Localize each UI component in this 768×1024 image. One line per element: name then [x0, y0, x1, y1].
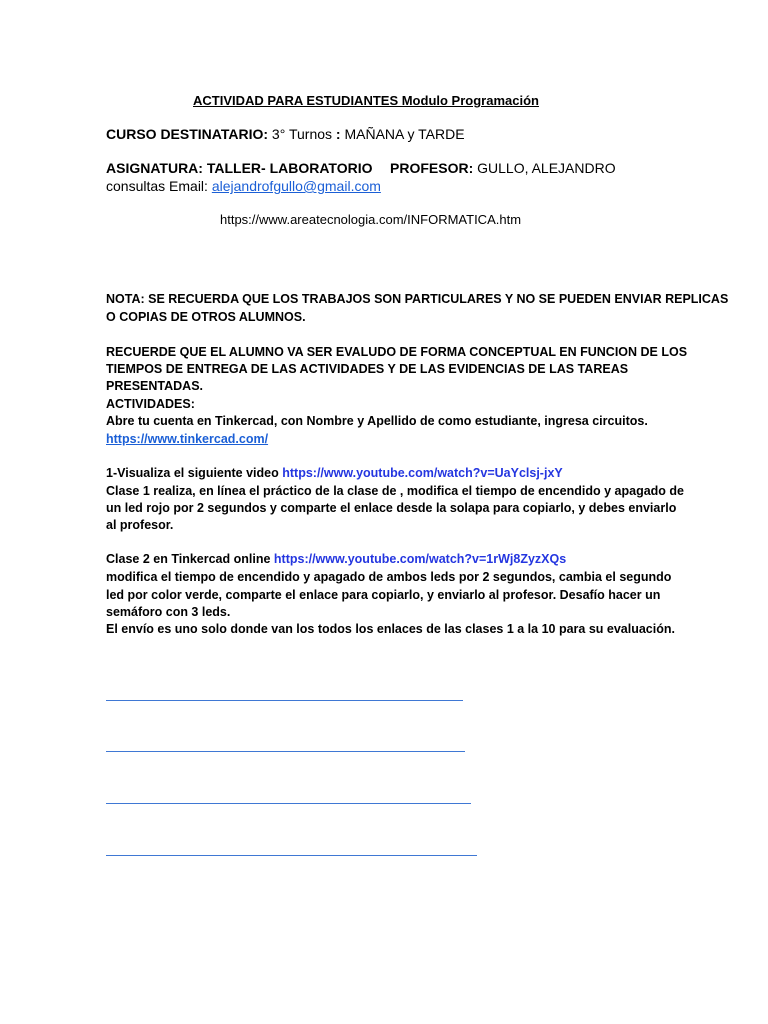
curso-line — [106, 126, 465, 143]
nota-line-2: O COPIAS DE OTROS ALUMNOS. — [106, 310, 306, 324]
email-link[interactable]: alejandrofgullo@gmail.com — [211, 178, 381, 194]
clase2-line-4: El envío es uno solo donde van los todos los enlaces de las clases 1 a la 10 para su evaluación. — [106, 622, 675, 636]
clase2-video-line — [106, 551, 566, 568]
answer-rule-2 — [106, 751, 465, 752]
tinkercad-link-line — [106, 431, 268, 448]
consultas-line — [106, 178, 381, 195]
clase2-line-2: led por color verde, comparte el enlace para copiarlo, y enviarlo al profesor. Desafío hacer un — [106, 588, 661, 602]
recuerde-line-3: PRESENTADAS. — [106, 379, 204, 393]
document-title: ACTIVIDAD PARA ESTUDIANTES Modulo Programación — [193, 93, 539, 108]
recuerde-line-2: TIEMPOS DE ENTREGA DE LAS ACTIVIDADES Y DE LAS EVIDENCIAS DE LAS TAREAS — [106, 362, 629, 376]
clase1-line-2: un led rojo por 2 segundos y comparte el enlace desde la solapa para copiarlo, y debes enviarlo — [106, 501, 677, 515]
clase2-line-3: semáforo con 3 leds. — [106, 605, 231, 619]
tinkercad-link[interactable]: https://www.tinkercad.com/ — [106, 432, 269, 446]
clase1-video-line — [106, 465, 563, 482]
clase2-line-1: modifica el tiempo de encendido y apagado de ambos leds por 2 segundos, cambia el segundo — [106, 570, 672, 584]
recuerde-line-1: RECUERDE QUE EL ALUMNO VA SER EVALUDO DE FORMA CONCEPTUAL EN FUNCION DE LOS — [106, 345, 688, 359]
tinkercad-instruction: Abre tu cuenta en Tinkercad, con Nombre y Apellido de como estudiante, ingresa circuitos. — [106, 414, 648, 428]
curso-value-b: MAÑANA y TARDE — [340, 126, 465, 142]
clase2-prefix: Clase 2 en Tinkercad online — [106, 552, 274, 566]
answer-rule-1 — [106, 700, 463, 701]
clase1-line-1: Clase 1 realiza, en línea el práctico de la clase de , modifica el tiempo de encendido y apagado de — [106, 484, 684, 498]
consultas-label: consultas Email: — [106, 178, 212, 194]
curso-separator: : — [335, 126, 341, 142]
profesor-label: PROFESOR: — [390, 160, 474, 176]
clase1-prefix: 1-Visualiza el siguiente video — [106, 466, 283, 480]
answer-rule-4 — [106, 855, 477, 856]
nota-line-1: NOTA: SE RECUERDA QUE LOS TRABAJOS SON PARTICULARES Y NO SE PUEDEN ENVIAR REPLICAS — [106, 292, 729, 306]
asignatura-line — [106, 160, 373, 177]
actividades-heading: ACTIVIDADES: — [106, 397, 195, 411]
curso-value-a: 3° Turnos — [268, 126, 336, 142]
profesor-value: GULLO, ALEJANDRO — [473, 160, 616, 176]
asignatura-label: ASIGNATURA: TALLER- LABORATORIO — [106, 160, 373, 176]
clase2-video-link[interactable]: https://www.youtube.com/watch?v=1rWj8ZyzXQs — [273, 552, 567, 566]
clase1-line-3: al profesor. — [106, 518, 174, 532]
clase1-video-link[interactable]: https://www.youtube.com/watch?v=UaYclsj-jxY — [282, 466, 563, 480]
profesor-line — [390, 160, 616, 177]
curso-label: CURSO DESTINATARIO: — [106, 126, 269, 142]
answer-rule-3 — [106, 803, 471, 804]
reference-url: https://www.areatecnologia.com/INFORMATICA.htm — [220, 212, 522, 227]
